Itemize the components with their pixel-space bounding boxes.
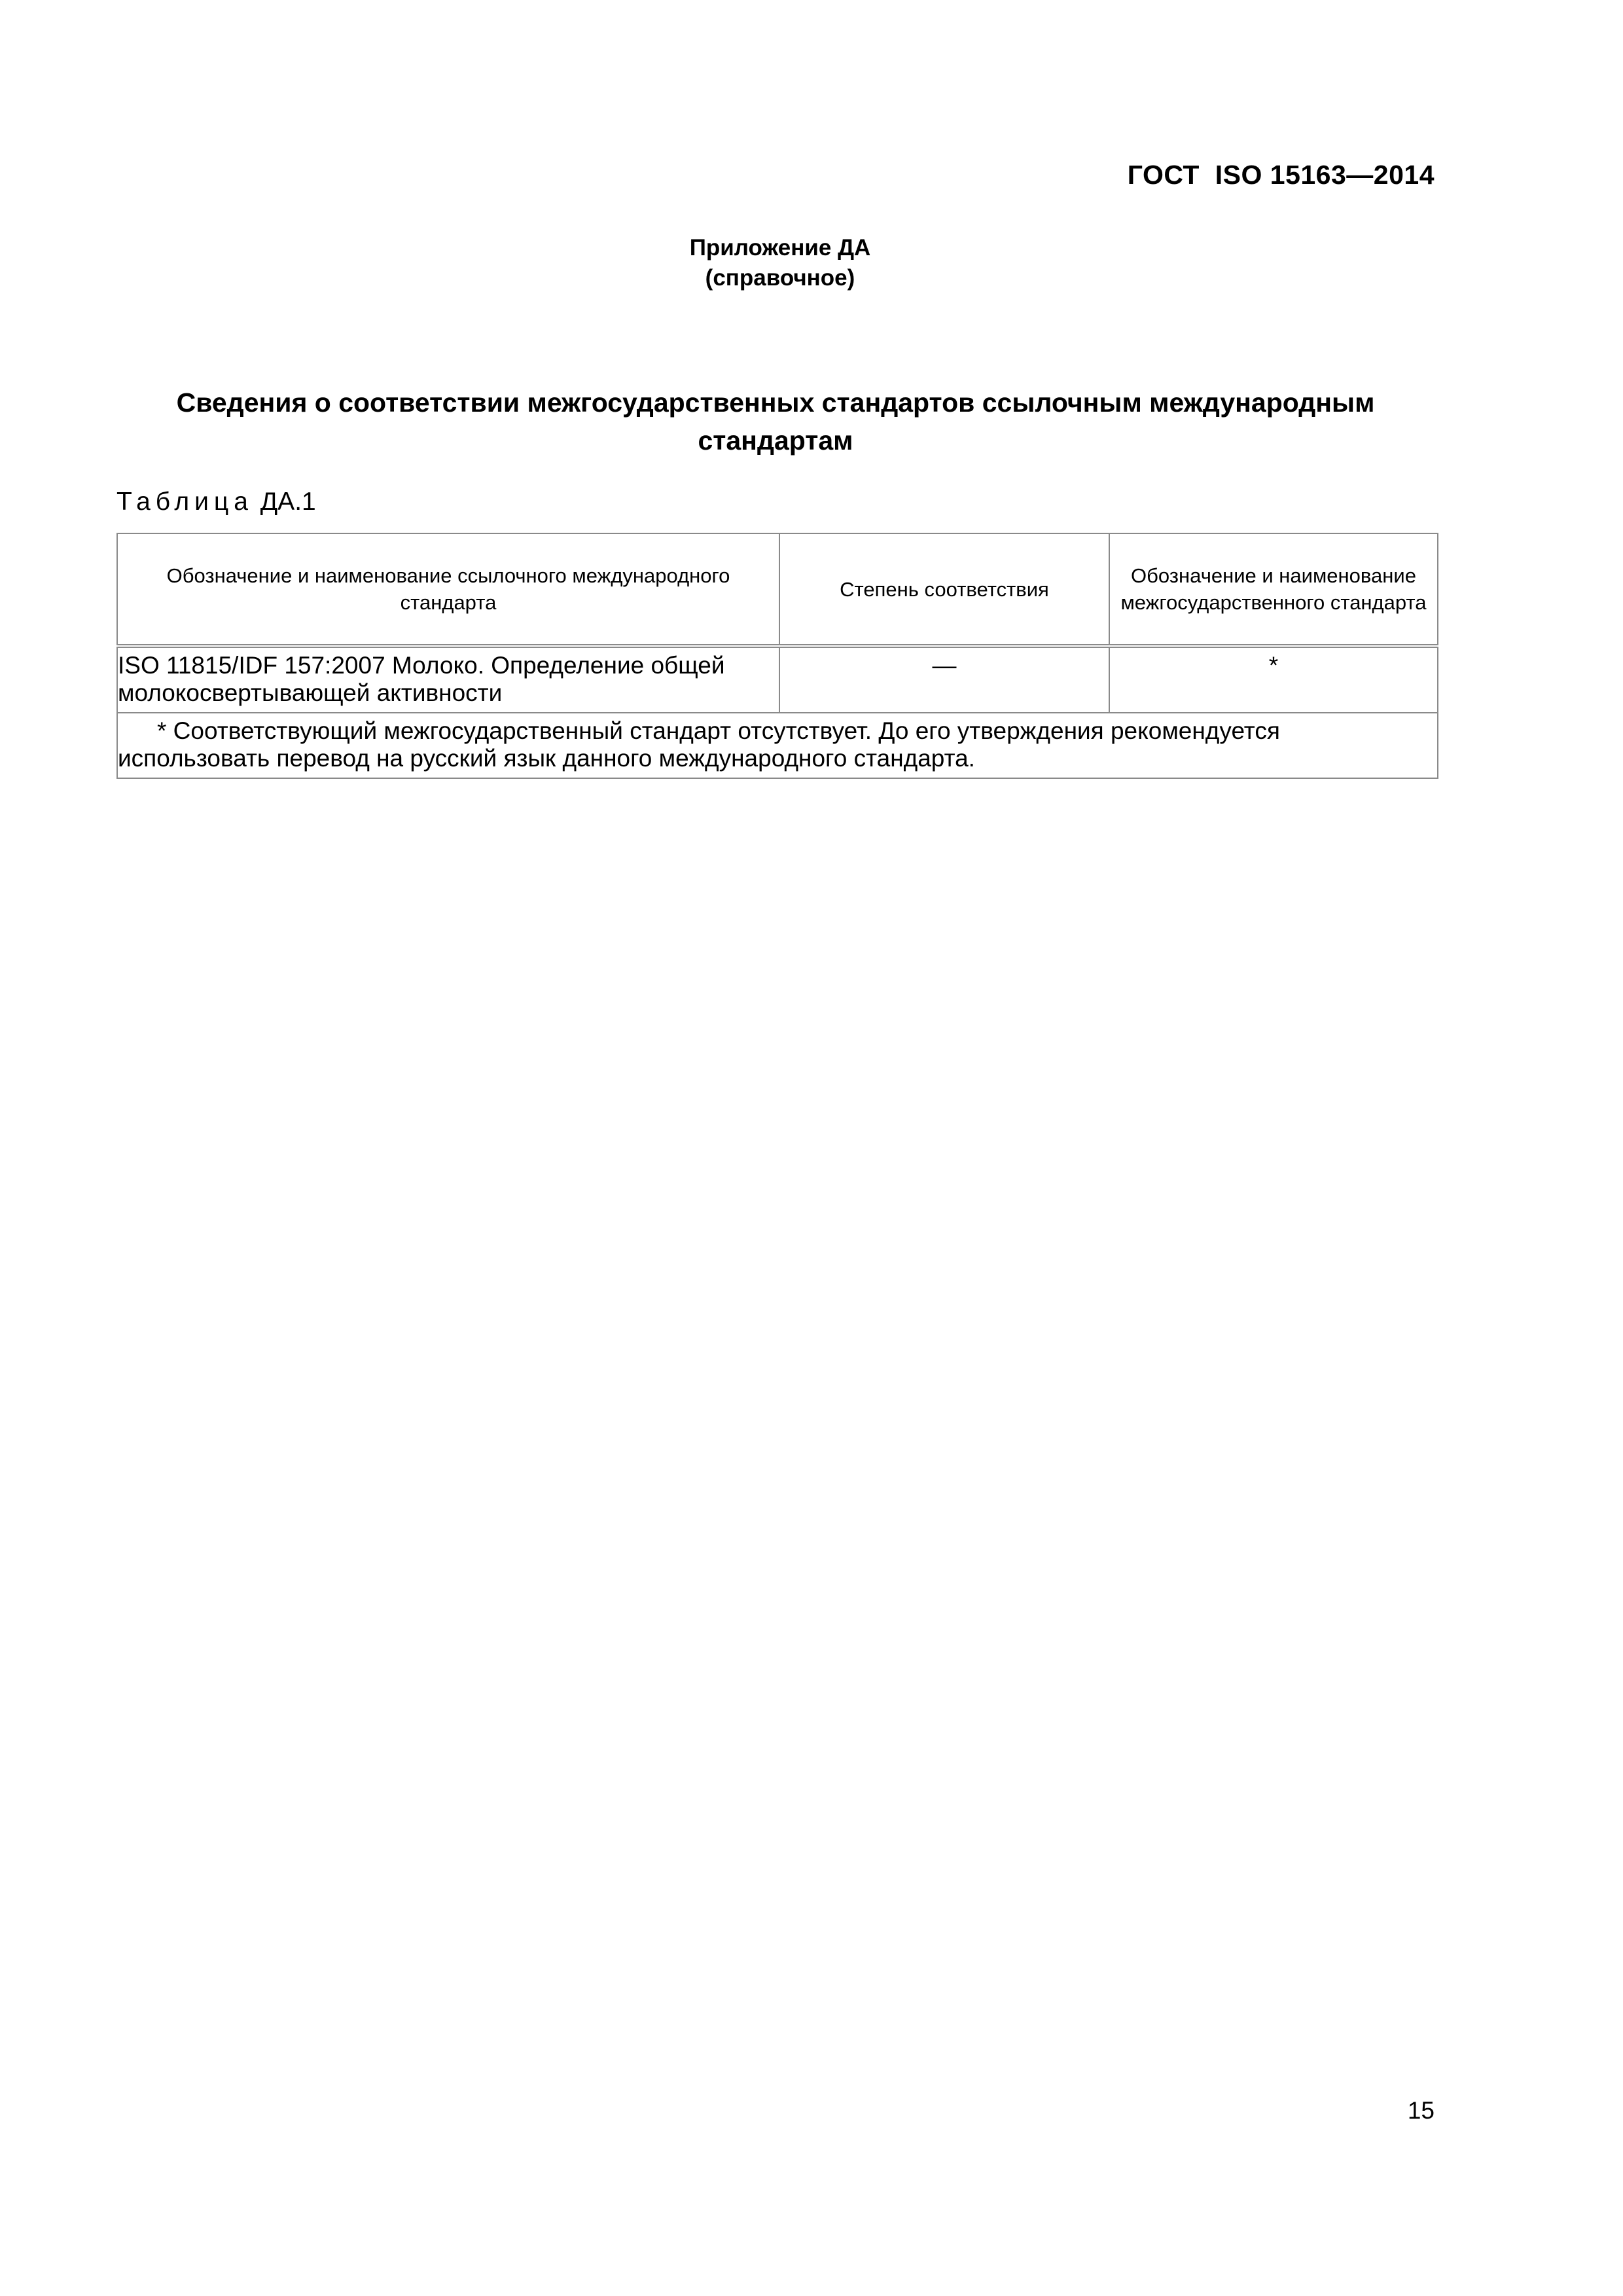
page-number: 15 [1407,2097,1435,2124]
correspondence-table [116,533,1438,779]
section-title: Сведения о соответствии межгосударственных стандартов ссылочным международным стандартам [176,387,1375,456]
appendix-type: (справочное) [705,265,855,291]
column-header-national-standard: Обозначение и наименование межгосударственного стандарта [1109,533,1438,646]
cell-national-standard: * [1109,646,1438,713]
table-caption-number: ДА.1 [260,488,316,516]
document-code: ГОСТ ISO 15163—2014 [1127,160,1435,190]
table-header-row [117,533,1438,646]
appendix-title: Приложение ДА [689,235,871,260]
cell-reference-standard: ISO 11815/IDF 157:2007 Молоко. Определение общей молокосвертывающей активности [117,646,779,713]
appendix-heading [0,233,1560,293]
table-row [117,646,1438,713]
column-header-reference-standard: Обозначение и наименование ссылочного международного стандарта [117,533,779,646]
table-footnote: * Соответствующий межгосударственный стандарт отсутствует. До его утверждения рекомендуется использовать перевод на русский язык данного международного стандарта. [117,713,1438,778]
cell-degree: — [779,646,1109,713]
table-caption [116,488,316,516]
column-header-degree: Степень соответствия [779,533,1109,646]
table-caption-word: Таблица [116,488,253,516]
table-footnote-row [117,713,1438,778]
